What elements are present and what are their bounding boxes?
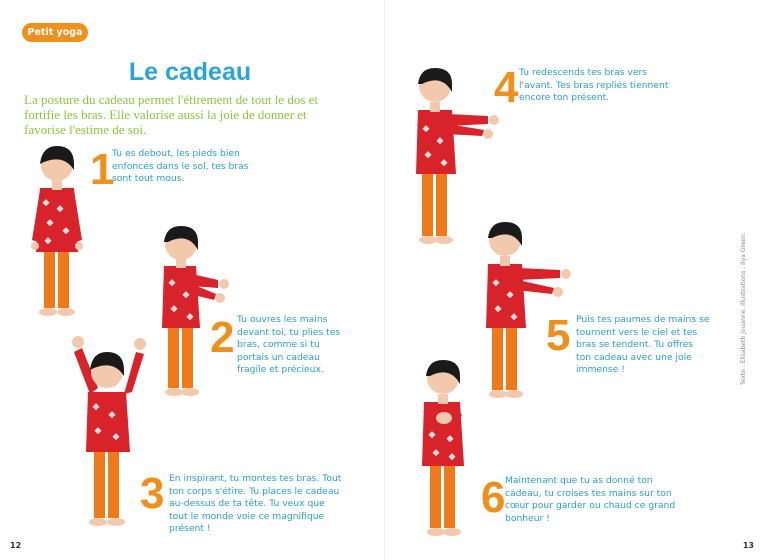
credits: Texte : Élisabeth Jouanne. Illustrations : Ilya Green.	[740, 232, 747, 385]
step-2-number: 2	[210, 313, 235, 362]
step-1-text: Tu es debout, les pieds bien enfoncés dans le sol, tes bras sont tout mous.	[112, 148, 249, 184]
step-3-number: 3	[140, 469, 165, 518]
page-number-right: 13	[742, 541, 754, 550]
step-3-text: En inspirant, tu montes tes bras. Tout ton corps s'étire. Tu places le cadeau au-dessus de ta tête. Tu veux que tout le monde voie ce magnifique présent !	[169, 473, 342, 534]
step-5-text: Puis tes paumes de mains se tournent vers le ciel et tes bras se tendent. Tu offres ton cadeau avec une joie immense !	[576, 314, 710, 375]
section-tag: Petit yoga	[22, 23, 88, 42]
page-fold	[384, 0, 385, 560]
step-6-text: Maintenant que tu as donné ton cadeau, tu croises tes mains sur ton cœur pour garder ou chaud ce grand bonheur !	[505, 475, 676, 524]
child-figure-step-1	[24, 140, 90, 322]
step-4-text: Tu redescends tes bras vers l'avant. Tes bras repliés tiennent encore ton présent.	[519, 67, 669, 103]
step-6-number: 6	[481, 473, 506, 522]
step-5-number: 5	[546, 311, 571, 360]
child-figure-step-6	[420, 356, 480, 540]
child-figure-step-5	[484, 218, 574, 404]
child-figure-step-2	[158, 220, 234, 402]
step-1-number: 1	[90, 145, 115, 194]
page-title: Le cadeau	[128, 58, 252, 86]
child-figure-step-3	[70, 330, 146, 535]
page-number-left: 12	[10, 541, 22, 550]
step-2-text: Tu ouvres les mains devant toi, tu plies tes bras, comme si tu portais un cadeau fragile et précieux.	[237, 314, 341, 375]
intro-text: La posture du cadeau permet l'étirement de tout le dos et fortifie les bras. Elle valorise aussi la joie de donner et favorise l'estime de soi.	[24, 92, 319, 137]
step-4-number: 4	[494, 63, 519, 112]
